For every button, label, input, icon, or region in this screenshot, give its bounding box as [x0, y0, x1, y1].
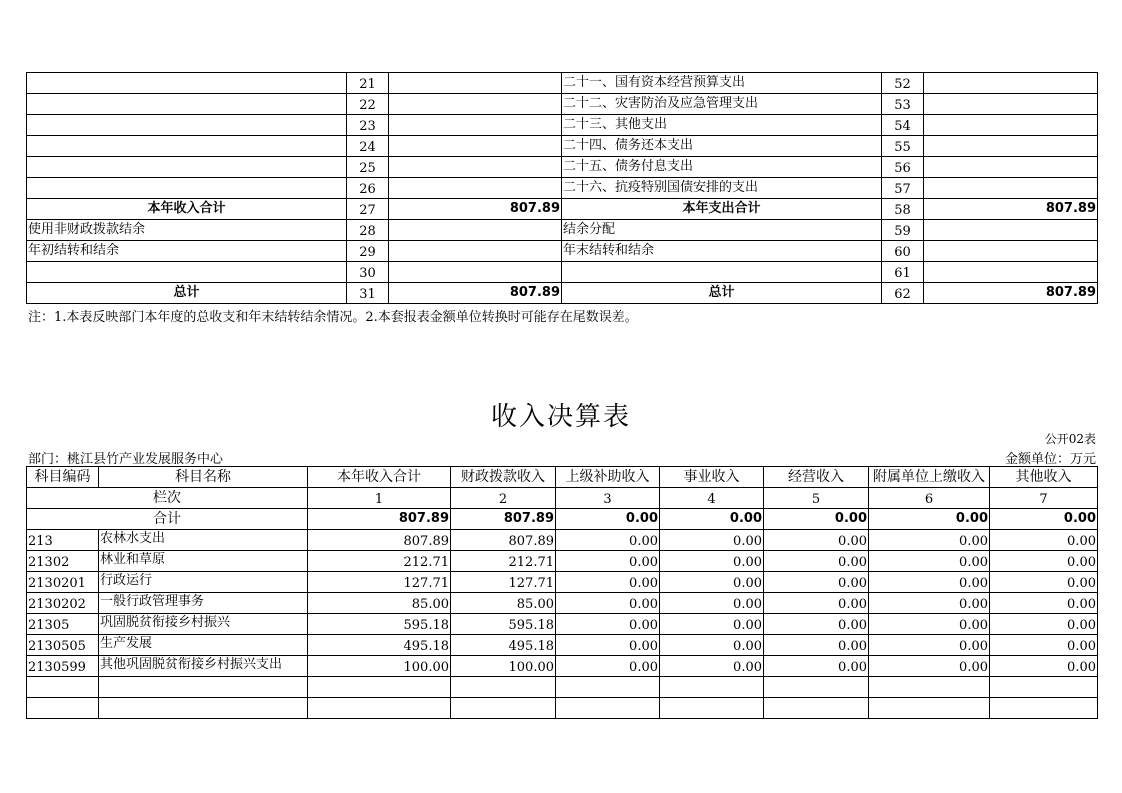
grand-total-income-label: 总计 — [27, 283, 347, 304]
expenditure-line-no: 55 — [882, 136, 924, 157]
amount-cell: 0.00 — [990, 593, 1098, 614]
summary-row — [27, 220, 1098, 241]
income-item-name — [27, 73, 347, 94]
column-header: 财政拨款收入 — [451, 467, 556, 488]
expenditure-item-name: 二十四、债务还本支出 — [562, 136, 882, 157]
subject-name: 行政运行 — [99, 572, 308, 593]
total-value: 0.00 — [764, 509, 869, 530]
empty-cell — [990, 698, 1098, 719]
amount-cell: 0.00 — [869, 530, 990, 551]
grand-total-expenditure-amount: 807.89 — [924, 283, 1098, 304]
expenditure-line-no: 59 — [882, 220, 924, 241]
empty-cell — [27, 677, 99, 698]
expenditure-amount — [924, 94, 1098, 115]
column-header: 其他收入 — [990, 467, 1098, 488]
expenditure-item-name: 二十六、抗疫特别国债安排的支出 — [562, 178, 882, 199]
expenditure-amount — [924, 115, 1098, 136]
amount-cell: 0.00 — [556, 572, 660, 593]
year-expenditure-total-label: 本年支出合计 — [562, 199, 882, 220]
amount-cell: 0.00 — [869, 614, 990, 635]
income-item-name — [27, 262, 347, 283]
year-expenditure-total-amount: 807.89 — [924, 199, 1098, 220]
expenditure-item-name: 年末结转和结余 — [562, 241, 882, 262]
expenditure-line-no: 60 — [882, 241, 924, 262]
subject-code: 21305 — [27, 614, 99, 635]
expenditure-line-no: 56 — [882, 157, 924, 178]
year-income-total-label: 本年收入合计 — [27, 199, 347, 220]
income-line-no: 21 — [347, 73, 389, 94]
table-row — [27, 614, 1098, 635]
income-item-name — [27, 157, 347, 178]
income-line-no: 27 — [347, 199, 389, 220]
expenditure-line-no: 54 — [882, 115, 924, 136]
amount-unit-label: 金额单位：万元 — [1004, 452, 1096, 467]
subject-name: 生产发展 — [99, 635, 308, 656]
amount-cell: 212.71 — [451, 551, 556, 572]
empty-cell — [99, 698, 308, 719]
income-line-no: 31 — [347, 283, 389, 304]
amount-cell: 0.00 — [990, 530, 1098, 551]
amount-cell: 0.00 — [990, 551, 1098, 572]
expenditure-amount — [924, 136, 1098, 157]
amount-cell: 0.00 — [556, 614, 660, 635]
expenditure-line-no: 52 — [882, 73, 924, 94]
income-amount — [389, 262, 562, 283]
total-row — [27, 509, 1098, 530]
income-item-name — [27, 178, 347, 199]
empty-row — [27, 677, 1098, 698]
expenditure-item-name: 二十五、债务付息支出 — [562, 157, 882, 178]
empty-cell — [764, 677, 869, 698]
summary-row — [27, 262, 1098, 283]
column-header: 科目名称 — [99, 467, 308, 488]
expenditure-amount — [924, 262, 1098, 283]
amount-cell: 0.00 — [764, 572, 869, 593]
table-row — [27, 572, 1098, 593]
expenditure-item-name: 二十一、国有资本经营预算支出 — [562, 73, 882, 94]
amount-cell: 0.00 — [990, 614, 1098, 635]
column-header: 附属单位上缴收入 — [869, 467, 990, 488]
table-row — [27, 635, 1098, 656]
subject-code: 2130202 — [27, 593, 99, 614]
income-amount — [389, 220, 562, 241]
amount-cell: 212.71 — [308, 551, 451, 572]
expenditure-line-no: 57 — [882, 178, 924, 199]
income-line-no: 29 — [347, 241, 389, 262]
amount-cell: 0.00 — [556, 635, 660, 656]
income-item-name — [27, 115, 347, 136]
amount-cell: 0.00 — [764, 551, 869, 572]
income-expenditure-summary-table — [26, 72, 1098, 304]
amount-cell: 0.00 — [556, 551, 660, 572]
expenditure-line-no: 61 — [882, 262, 924, 283]
table-row — [27, 530, 1098, 551]
income-line-no: 24 — [347, 136, 389, 157]
empty-cell — [451, 677, 556, 698]
summary-row — [27, 199, 1098, 220]
amount-cell: 595.18 — [308, 614, 451, 635]
income-line-no: 26 — [347, 178, 389, 199]
subject-name: 巩固脱贫衔接乡村振兴 — [99, 614, 308, 635]
income-amount — [389, 73, 562, 94]
summary-row — [27, 178, 1098, 199]
table-row — [27, 593, 1098, 614]
amount-cell: 100.00 — [451, 656, 556, 677]
income-line-no: 30 — [347, 262, 389, 283]
empty-cell — [660, 698, 764, 719]
table-row — [27, 551, 1098, 572]
total-value: 0.00 — [556, 509, 660, 530]
income-item-name — [27, 136, 347, 157]
amount-cell: 0.00 — [764, 614, 869, 635]
summary-row — [27, 115, 1098, 136]
column-index: 2 — [451, 488, 556, 509]
expenditure-amount — [924, 157, 1098, 178]
column-header: 上级补助收入 — [556, 467, 660, 488]
amount-cell: 0.00 — [990, 656, 1098, 677]
amount-cell: 0.00 — [764, 530, 869, 551]
empty-cell — [308, 677, 451, 698]
expenditure-line-no: 62 — [882, 283, 924, 304]
amount-cell: 0.00 — [660, 614, 764, 635]
empty-cell — [764, 698, 869, 719]
empty-cell — [660, 677, 764, 698]
amount-cell: 0.00 — [660, 656, 764, 677]
income-amount — [389, 157, 562, 178]
amount-cell: 0.00 — [764, 593, 869, 614]
amount-cell: 0.00 — [990, 572, 1098, 593]
column-index: 1 — [308, 488, 451, 509]
empty-cell — [308, 698, 451, 719]
income-line-no: 22 — [347, 94, 389, 115]
amount-cell: 85.00 — [308, 593, 451, 614]
amount-cell: 0.00 — [869, 572, 990, 593]
column-index: 4 — [660, 488, 764, 509]
amount-cell: 127.71 — [451, 572, 556, 593]
total-value: 0.00 — [990, 509, 1098, 530]
report-title: 收入决算表 — [490, 402, 631, 432]
income-item-name — [27, 94, 347, 115]
summary-row — [27, 241, 1098, 262]
amount-cell: 807.89 — [308, 530, 451, 551]
column-index: 7 — [990, 488, 1098, 509]
income-statement-table — [26, 466, 1098, 719]
income-line-no: 25 — [347, 157, 389, 178]
amount-cell: 0.00 — [660, 572, 764, 593]
empty-cell — [869, 677, 990, 698]
subject-name: 一般行政管理事务 — [99, 593, 308, 614]
summary-row — [27, 73, 1098, 94]
amount-cell: 0.00 — [869, 551, 990, 572]
expenditure-line-no: 58 — [882, 199, 924, 220]
form-number: 公开02表 — [1044, 432, 1096, 446]
amount-cell: 0.00 — [660, 551, 764, 572]
amount-cell: 85.00 — [451, 593, 556, 614]
empty-cell — [556, 677, 660, 698]
expenditure-item-name: 二十三、其他支出 — [562, 115, 882, 136]
amount-cell: 0.00 — [869, 656, 990, 677]
column-index: 6 — [869, 488, 990, 509]
column-header: 事业收入 — [660, 467, 764, 488]
expenditure-amount — [924, 220, 1098, 241]
income-item-name: 使用非财政拨款结余 — [27, 220, 347, 241]
income-amount — [389, 115, 562, 136]
header-row — [27, 467, 1098, 488]
summary-row — [27, 136, 1098, 157]
table-row — [27, 656, 1098, 677]
income-amount — [389, 178, 562, 199]
subject-code: 213 — [27, 530, 99, 551]
summary-row — [27, 283, 1098, 304]
income-line-no: 23 — [347, 115, 389, 136]
income-amount — [389, 136, 562, 157]
column-index: 3 — [556, 488, 660, 509]
subject-name: 农林水支出 — [99, 530, 308, 551]
column-header: 经营收入 — [764, 467, 869, 488]
expenditure-item-name: 结余分配 — [562, 220, 882, 241]
empty-cell — [990, 677, 1098, 698]
total-value: 0.00 — [660, 509, 764, 530]
subject-name: 林业和草原 — [99, 551, 308, 572]
expenditure-item-name — [562, 262, 882, 283]
subject-code: 21302 — [27, 551, 99, 572]
expenditure-item-name: 二十二、灾害防治及应急管理支出 — [562, 94, 882, 115]
table-note: 注：1.本表反映部门本年度的总收支和年末结转结余情况。2.本套报表金额单位转换时可能存在尾数误差。 — [28, 310, 638, 325]
subject-code: 2130201 — [27, 572, 99, 593]
total-label: 合计 — [27, 509, 308, 530]
year-income-total-amount: 807.89 — [389, 199, 562, 220]
amount-cell: 0.00 — [556, 593, 660, 614]
amount-cell: 0.00 — [764, 656, 869, 677]
empty-cell — [27, 698, 99, 719]
index-label: 栏次 — [27, 488, 308, 509]
column-header: 本年收入合计 — [308, 467, 451, 488]
column-header: 科目编码 — [27, 467, 99, 488]
income-amount — [389, 94, 562, 115]
empty-cell — [99, 677, 308, 698]
empty-row — [27, 698, 1098, 719]
amount-cell: 495.18 — [451, 635, 556, 656]
empty-cell — [556, 698, 660, 719]
expenditure-amount — [924, 73, 1098, 94]
amount-cell: 495.18 — [308, 635, 451, 656]
summary-row — [27, 94, 1098, 115]
amount-cell: 0.00 — [764, 635, 869, 656]
amount-cell: 127.71 — [308, 572, 451, 593]
amount-cell: 0.00 — [869, 593, 990, 614]
income-item-name: 年初结转和结余 — [27, 241, 347, 262]
total-value: 807.89 — [308, 509, 451, 530]
empty-cell — [451, 698, 556, 719]
amount-cell: 0.00 — [990, 635, 1098, 656]
amount-cell: 807.89 — [451, 530, 556, 551]
grand-total-expenditure-label: 总计 — [562, 283, 882, 304]
subject-code: 2130505 — [27, 635, 99, 656]
subject-name: 其他巩固脱贫衔接乡村振兴支出 — [99, 656, 308, 677]
index-row — [27, 488, 1098, 509]
total-value: 0.00 — [869, 509, 990, 530]
amount-cell: 0.00 — [556, 530, 660, 551]
income-line-no: 28 — [347, 220, 389, 241]
amount-cell: 0.00 — [660, 530, 764, 551]
summary-row — [27, 157, 1098, 178]
amount-cell: 0.00 — [660, 593, 764, 614]
amount-cell: 100.00 — [308, 656, 451, 677]
expenditure-line-no: 53 — [882, 94, 924, 115]
amount-cell: 595.18 — [451, 614, 556, 635]
amount-cell: 0.00 — [869, 635, 990, 656]
grand-total-income-amount: 807.89 — [389, 283, 562, 304]
income-amount — [389, 241, 562, 262]
department-label: 部门：桃江县竹产业发展服务中心 — [28, 452, 224, 467]
empty-cell — [869, 698, 990, 719]
expenditure-amount — [924, 178, 1098, 199]
subject-code: 2130599 — [27, 656, 99, 677]
amount-cell: 0.00 — [660, 635, 764, 656]
column-index: 5 — [764, 488, 869, 509]
total-value: 807.89 — [451, 509, 556, 530]
amount-cell: 0.00 — [556, 656, 660, 677]
expenditure-amount — [924, 241, 1098, 262]
